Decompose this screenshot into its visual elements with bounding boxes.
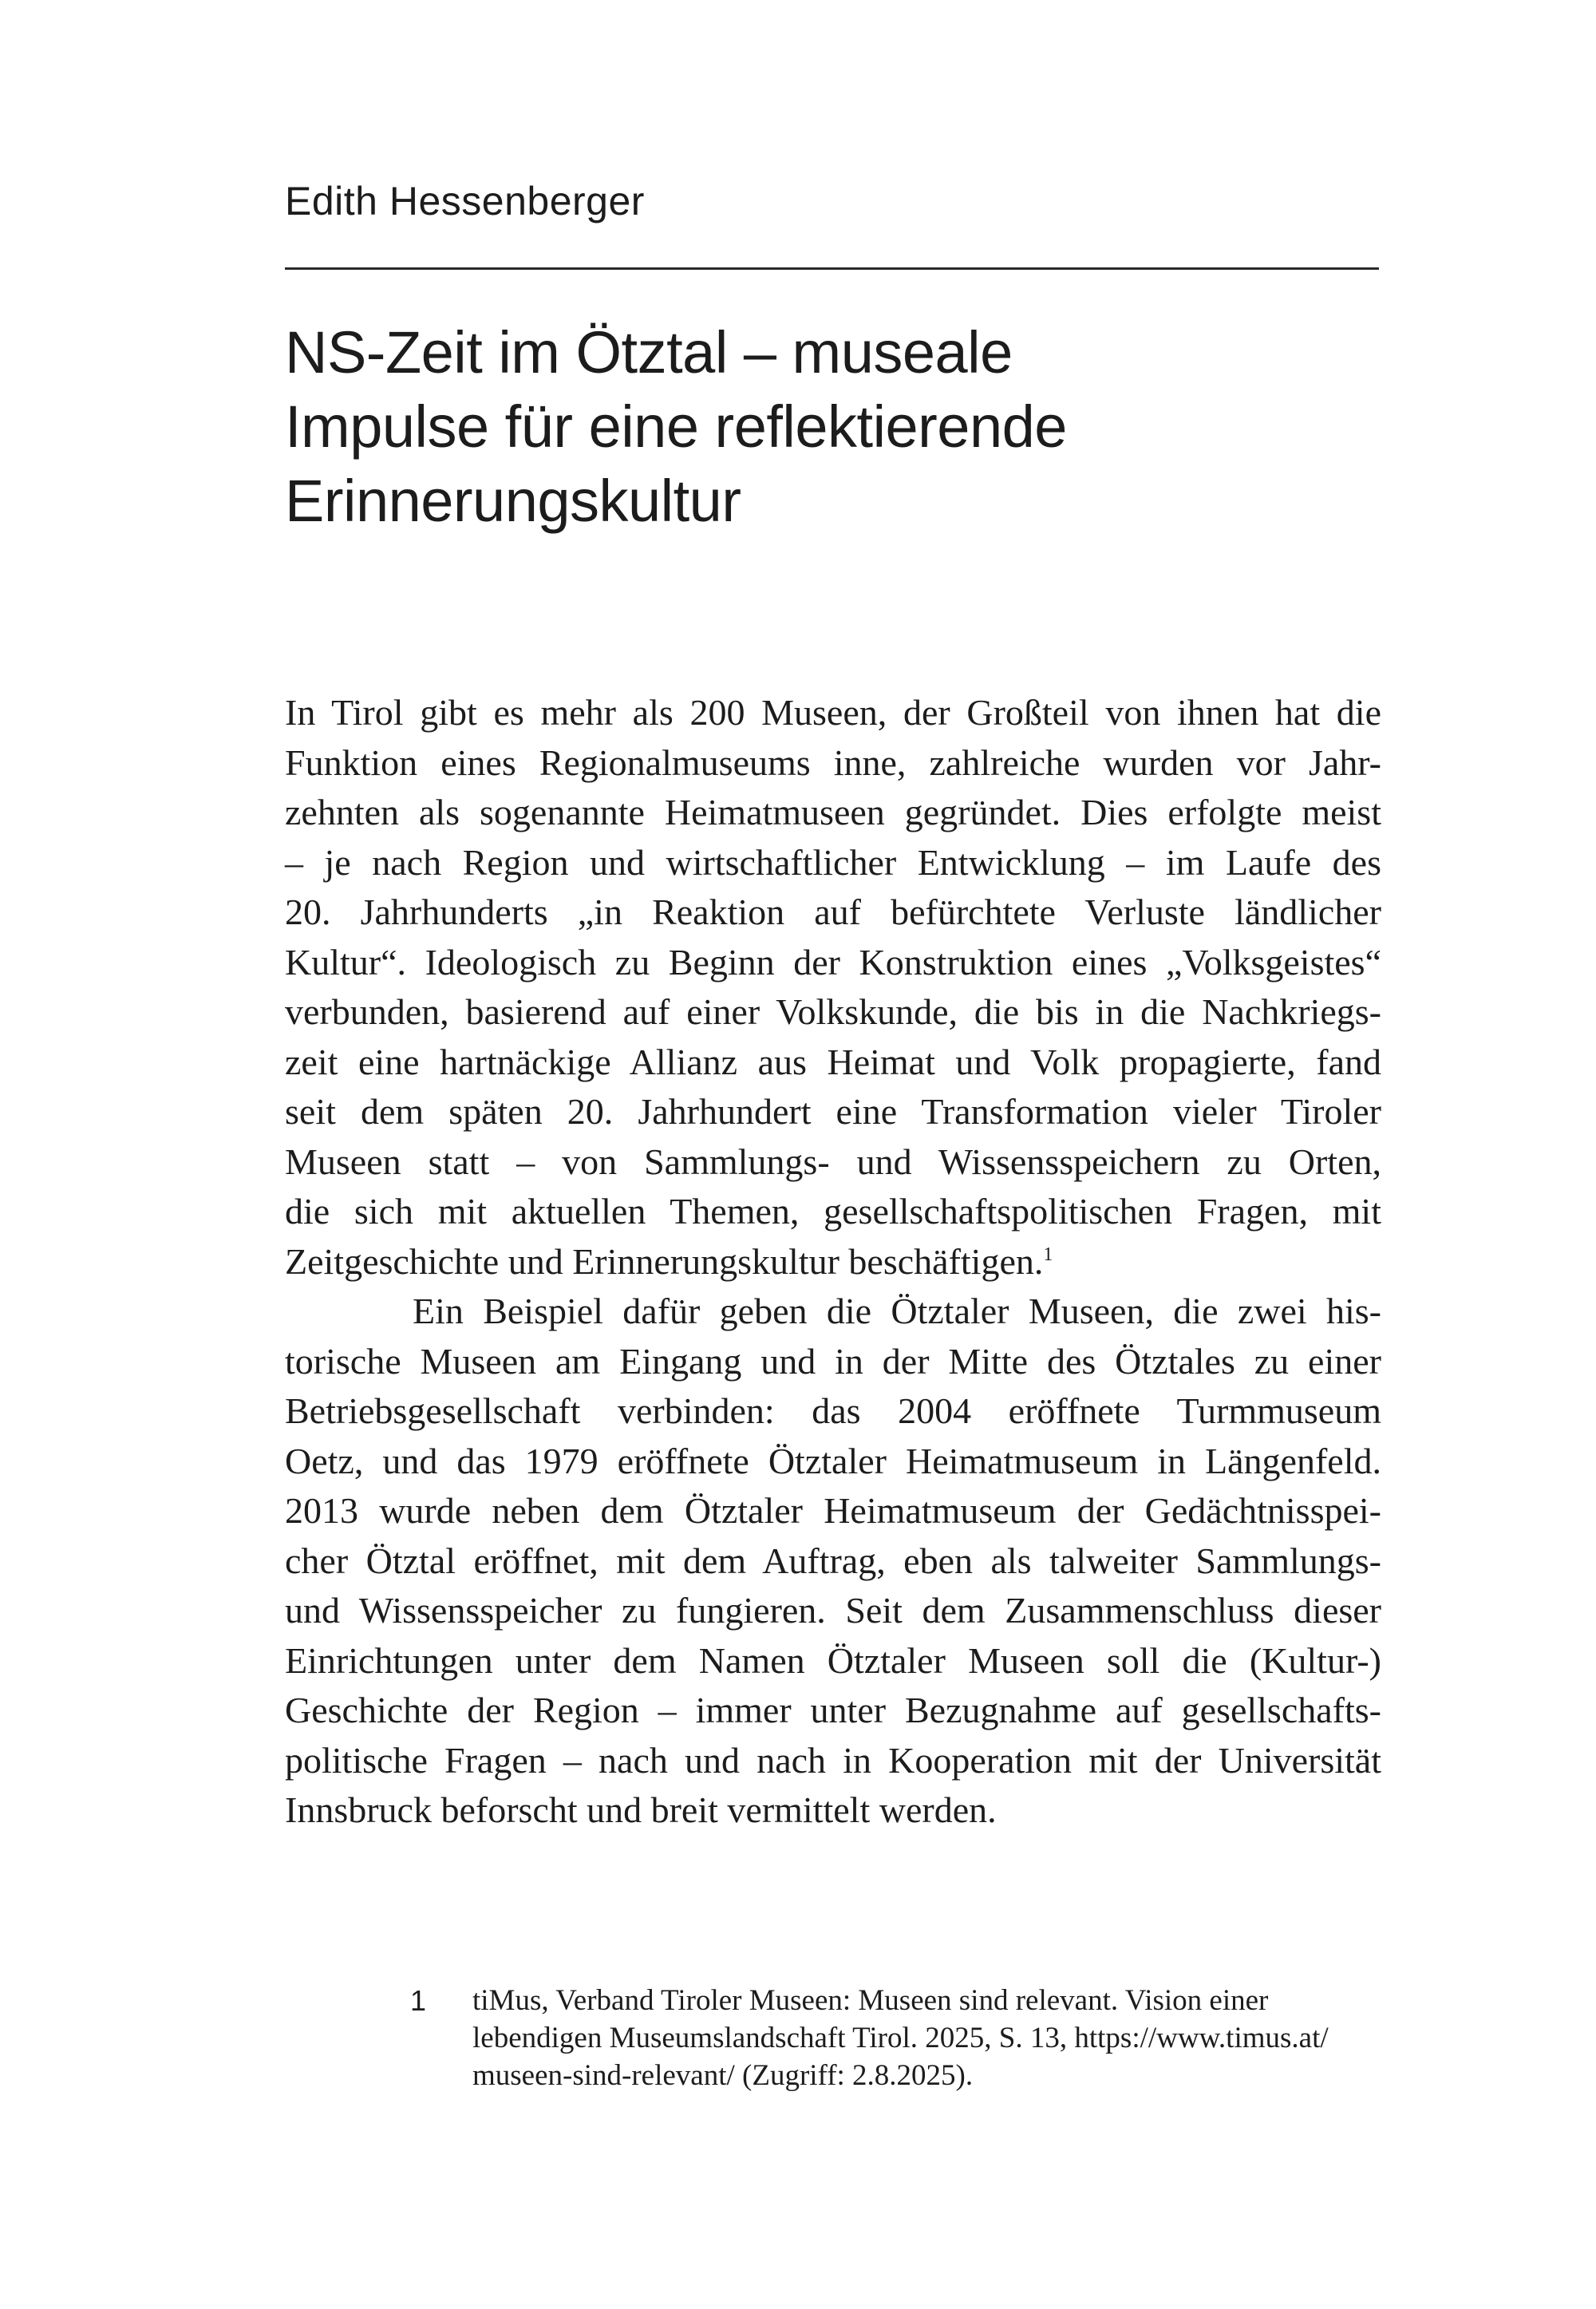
header-rule <box>285 267 1379 270</box>
body-line: cher Ötztal eröffnet, mit dem Auftrag, eben als talweiter Sammlungs- <box>285 1540 1381 1581</box>
body-line: 2013 wurde neben dem Ötztaler Heimatmuseum der Gedächtnisspei- <box>285 1490 1381 1531</box>
body-line: Innsbruck beforscht und breit vermittelt werden. <box>285 1789 997 1830</box>
title-line: Impulse für eine reflektierende <box>285 393 1067 460</box>
footnote-line: museen-sind-relevant/ (Zugriff: 2.8.2025). <box>472 2059 974 2092</box>
body-line: torische Museen am Eingang und in der Mitte des Ötztales zu einer <box>285 1340 1381 1382</box>
body-line: Einrichtungen unter dem Namen Ötztaler Museen soll die (Kultur-) <box>285 1639 1381 1681</box>
body-line: Ein Beispiel dafür geben die Ötztaler Museen, die zwei his- <box>413 1291 1381 1331</box>
footnote-number: 1 <box>410 1984 427 2017</box>
footnote-line: lebendigen Museumslandschaft Tirol. 2025, S. 13, https://www.timus.at/ <box>472 2022 1329 2054</box>
title-line: Erinnerungskultur <box>285 468 741 534</box>
body-line: Geschichte der Region – immer unter Bezugnahme auf gesellschafts- <box>285 1690 1381 1730</box>
body-line: zehnten als sogenannte Heimatmuseen gegründet. Dies erfolgte meist <box>285 792 1381 832</box>
body-text <box>285 688 1381 1836</box>
body-line: seit dem späten 20. Jahrhundert eine Transformation vieler Tiroler <box>285 1091 1381 1132</box>
body-line: und Wissensspeicher zu fungieren. Seit dem Zusammenschluss dieser <box>285 1590 1381 1631</box>
article-title <box>285 315 1402 538</box>
body-line-text: Zeitgeschichte und Erinnerungskultur beschäftigen. <box>285 1240 1044 1282</box>
body-line: Betriebsgesellschaft verbinden: das 2004 eröffnete Turmmuseum <box>285 1390 1381 1431</box>
body-line: Kultur“. Ideologisch zu Beginn der Konstruktion eines „Volksgeistes“ <box>285 941 1381 983</box>
body-line: Funktion eines Regionalmuseums inne, zahlreiche wurden vor Jahr- <box>285 741 1381 783</box>
title-line: NS-Zeit im Ötztal – museale <box>285 319 1013 385</box>
footnote <box>407 1982 1374 2094</box>
author-name: Edith Hessenberger <box>285 179 645 223</box>
footnote-line: tiMus, Verband Tiroler Museen: Museen sind relevant. Vision einer <box>472 1984 1269 2017</box>
body-line: politische Fragen – nach und nach in Kooperation mit der Universität <box>285 1739 1381 1781</box>
body-line: – je nach Region und wirtschaftlicher Entwicklung – im Laufe des <box>285 841 1381 883</box>
body-line: Oetz, und das 1979 eröffnete Ötztaler Heimatmuseum in Längenfeld. <box>285 1440 1381 1481</box>
body-line: In Tirol gibt es mehr als 200 Museen, der Großteil von ihnen hat die <box>285 692 1381 733</box>
body-line: zeit eine hartnäckige Allianz aus Heimat und Volk propagierte, fand <box>285 1041 1381 1082</box>
footnote-reference[interactable]: 1 <box>1043 1243 1053 1265</box>
body-line-with-footnote <box>285 1237 1381 1287</box>
body-line: 20. Jahrhunderts „in Reaktion auf befürchtete Verluste ländlicher <box>285 892 1381 932</box>
body-line: verbunden, basierend auf einer Volkskunde, die bis in die Nachkriegs- <box>285 991 1381 1032</box>
body-line: die sich mit aktuellen Themen, gesellschaftspolitischen Fragen, mit <box>285 1191 1381 1232</box>
body-line: Museen statt – von Sammlungs- und Wissensspeichern zu Orten, <box>285 1141 1381 1182</box>
